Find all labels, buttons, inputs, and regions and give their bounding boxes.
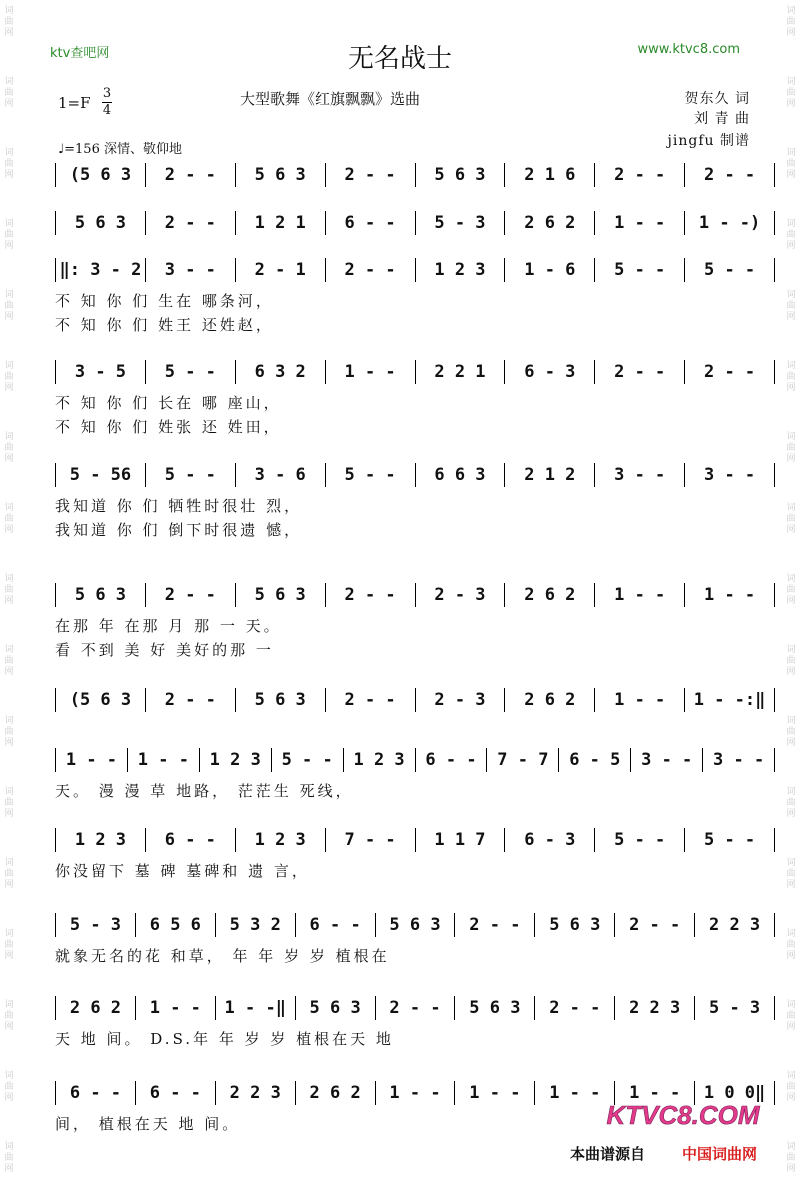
watermark-char: 词 bbox=[786, 858, 796, 868]
lyric-line: 不 知 你 们 姓张 还 姓田， bbox=[55, 417, 282, 436]
watermark-char: 网 bbox=[4, 1093, 14, 1103]
watermark-char: 曲 bbox=[4, 585, 14, 595]
measure: 2 - - bbox=[594, 163, 684, 187]
measure: 2 2 3 bbox=[215, 1081, 295, 1105]
watermark-char: 曲 bbox=[4, 798, 14, 808]
notation-row bbox=[55, 255, 775, 285]
watermark-char: 曲 bbox=[4, 727, 14, 737]
watermark-char: 曲 bbox=[4, 301, 14, 311]
measure: 6 5 6 bbox=[135, 913, 215, 937]
measure: 2 1 6 bbox=[504, 163, 594, 187]
measure: 6 - - bbox=[415, 748, 487, 772]
measure: 5 6 3 bbox=[235, 688, 325, 712]
measure: 1 - - bbox=[135, 996, 215, 1020]
lyric-line: 就象无名的花 和草， 年 年 岁 岁 植根在 bbox=[55, 946, 390, 965]
watermark-char: 曲 bbox=[786, 869, 796, 879]
measure: 6 - - bbox=[325, 211, 415, 235]
measure: 1 2 3 bbox=[199, 748, 271, 772]
measure: 5 6 3 bbox=[375, 913, 455, 937]
watermark-char: 词 bbox=[4, 148, 14, 158]
measure: 1 - - bbox=[614, 1081, 694, 1105]
lyric-line: 我知道 你 们 倒下时很遗 憾， bbox=[55, 520, 303, 539]
measure: 6 - 3 bbox=[504, 360, 594, 384]
measure: 1 2 3 bbox=[415, 258, 505, 282]
measure: 1 - - bbox=[594, 583, 684, 607]
watermark-char: 词 bbox=[786, 361, 796, 371]
watermark-char: 网 bbox=[4, 1022, 14, 1032]
measure: 5 - - bbox=[325, 463, 415, 487]
measure: 2 - - bbox=[325, 163, 415, 187]
time-signature-bottom: 4 bbox=[102, 103, 112, 118]
key-signature: 1=F bbox=[58, 94, 91, 112]
watermark-char: 网 bbox=[786, 667, 796, 677]
site-label-right[interactable]: www.ktvc8.com bbox=[637, 42, 740, 57]
measure: 3 - 6 bbox=[235, 463, 325, 487]
measure: 2 - 3 bbox=[415, 688, 505, 712]
watermark-char: 网 bbox=[786, 170, 796, 180]
watermark-char: 曲 bbox=[786, 585, 796, 595]
measure: 6 - 3 bbox=[504, 828, 594, 852]
lyric-line: 不 知 你 们 姓王 还姓赵， bbox=[55, 315, 274, 334]
watermark-char: 网 bbox=[4, 383, 14, 393]
watermark-char: 词 bbox=[786, 1071, 796, 1081]
measure: 3 - - bbox=[145, 258, 235, 282]
measure: 1 2 3 bbox=[235, 828, 325, 852]
watermark-char: 曲 bbox=[786, 1011, 796, 1021]
watermark-char: 词 bbox=[4, 787, 14, 797]
watermark-char: 词 bbox=[786, 219, 796, 229]
measure: 6 - 5 bbox=[558, 748, 630, 772]
source-site-link[interactable]: 中国词曲网 bbox=[682, 1145, 758, 1163]
measure: 5 - 3 bbox=[415, 211, 505, 235]
watermark-char: 网 bbox=[4, 1164, 14, 1174]
watermark-char: 曲 bbox=[786, 940, 796, 950]
measure: 2 - - bbox=[594, 360, 684, 384]
measure: 5 6 3 bbox=[295, 996, 375, 1020]
measure: 2 - - bbox=[534, 996, 614, 1020]
ktvc8-logo bbox=[595, 1098, 771, 1132]
measure: 2 - - bbox=[145, 688, 235, 712]
measure: 2 2 3 bbox=[614, 996, 694, 1020]
measure: 1 - - bbox=[55, 748, 127, 772]
watermark-char: 曲 bbox=[4, 230, 14, 240]
measure: 7 - - bbox=[325, 828, 415, 852]
measure: 5 6 3 bbox=[55, 583, 145, 607]
measure: 2 6 2 bbox=[504, 688, 594, 712]
watermark-char: 网 bbox=[4, 28, 14, 38]
watermark-char: 曲 bbox=[4, 940, 14, 950]
measure: 6 - - bbox=[135, 1081, 215, 1105]
measure: 3 - - bbox=[630, 748, 702, 772]
right-watermark-strip bbox=[782, 0, 800, 1191]
watermark-char: 词 bbox=[786, 574, 796, 584]
measure: 3 - - bbox=[684, 463, 775, 487]
watermark-char: 词 bbox=[4, 716, 14, 726]
watermark-char: 网 bbox=[786, 880, 796, 890]
notation-row bbox=[55, 208, 775, 238]
watermark-char: 曲 bbox=[786, 1082, 796, 1092]
measure: 5 - - bbox=[271, 748, 343, 772]
watermark-char: 曲 bbox=[786, 1153, 796, 1163]
watermark-char: 词 bbox=[4, 432, 14, 442]
measure: 5 - - bbox=[684, 258, 775, 282]
measure: 6 - - bbox=[295, 913, 375, 937]
watermark-char: 词 bbox=[4, 503, 14, 513]
measure: 5 6 3 bbox=[55, 211, 145, 235]
watermark-char: 曲 bbox=[786, 17, 796, 27]
measure: 1 - - bbox=[594, 211, 684, 235]
measure: 2 - - bbox=[325, 258, 415, 282]
measure: 5 - - bbox=[684, 828, 775, 852]
watermark-char: 词 bbox=[786, 432, 796, 442]
watermark-char: 词 bbox=[786, 1142, 796, 1152]
measure: 3 - - bbox=[594, 463, 684, 487]
measure: 1 2 1 bbox=[235, 211, 325, 235]
measure: 2 - - bbox=[145, 583, 235, 607]
watermark-char: 曲 bbox=[4, 1011, 14, 1021]
measure: (5 6 3 bbox=[55, 688, 145, 712]
measure: 2 - - bbox=[454, 913, 534, 937]
watermark-char: 曲 bbox=[4, 656, 14, 666]
measure: 5 - - bbox=[145, 360, 235, 384]
watermark-char: 网 bbox=[786, 525, 796, 535]
measure: 5 - 3 bbox=[694, 996, 775, 1020]
site-label-left[interactable]: ktv查吧网 bbox=[50, 46, 110, 61]
measure: 1 - - bbox=[684, 583, 775, 607]
watermark-char: 网 bbox=[4, 99, 14, 109]
measure: 5 6 3 bbox=[235, 583, 325, 607]
lyric-line: 你没留下 墓 碑 墓碑和 遗 言， bbox=[55, 861, 310, 880]
measure: 5 - - bbox=[594, 258, 684, 282]
measure: 2 - - bbox=[325, 688, 415, 712]
measure: 1 - 6 bbox=[504, 258, 594, 282]
notation-row bbox=[55, 745, 775, 775]
watermark-char: 网 bbox=[4, 170, 14, 180]
watermark-char: 词 bbox=[786, 929, 796, 939]
watermark-char: 曲 bbox=[4, 443, 14, 453]
measure: (5 6 3 bbox=[55, 163, 145, 187]
watermark-char: 曲 bbox=[786, 88, 796, 98]
watermark-char: 网 bbox=[4, 454, 14, 464]
arranger-credit: jingfu 制谱 bbox=[667, 133, 750, 149]
notation-row bbox=[55, 160, 775, 190]
measure: 5 3 2 bbox=[215, 913, 295, 937]
lyric-line: 看 不到 美 好 美好的那 一 bbox=[55, 640, 274, 659]
watermark-char: 曲 bbox=[4, 1153, 14, 1163]
measure: 6 - - bbox=[55, 1081, 135, 1105]
watermark-char: 网 bbox=[786, 241, 796, 251]
watermark-char: 网 bbox=[4, 525, 14, 535]
lyric-line: 不 知 你 们 长在 哪 座山， bbox=[55, 393, 282, 412]
source-note: 本曲谱源自 bbox=[570, 1145, 646, 1163]
measure: 1 - - bbox=[325, 360, 415, 384]
watermark-char: 词 bbox=[786, 716, 796, 726]
lyric-line: 我知道 你 们 牺牲时很壮 烈， bbox=[55, 496, 303, 515]
watermark-char: 网 bbox=[786, 596, 796, 606]
measure: 1 2 3 bbox=[55, 828, 145, 852]
watermark-char: 词 bbox=[786, 6, 796, 16]
lyric-line: 在那 年 在那 月 那 一 天。 bbox=[55, 616, 282, 635]
notation-row bbox=[55, 993, 775, 1023]
watermark-char: 网 bbox=[786, 99, 796, 109]
watermark-char: 词 bbox=[4, 219, 14, 229]
watermark-char: 词 bbox=[4, 6, 14, 16]
song-title: 无名战士 bbox=[347, 44, 452, 74]
lyricist-credit: 贺东久 词 bbox=[684, 91, 750, 107]
watermark-char: 词 bbox=[4, 290, 14, 300]
watermark-char: 曲 bbox=[4, 88, 14, 98]
measure: 6 - - bbox=[145, 828, 235, 852]
measure: 1 0 0‖ bbox=[694, 1081, 775, 1105]
lyric-line: 天。 漫 漫 草 地路， 茫茫生 死线， bbox=[55, 781, 354, 800]
notation-row bbox=[55, 460, 775, 490]
measure: 5 - 56 bbox=[55, 463, 145, 487]
measure: 2 6 2 bbox=[295, 1081, 375, 1105]
watermark-char: 曲 bbox=[786, 230, 796, 240]
watermark-char: 曲 bbox=[786, 301, 796, 311]
watermark-char: 词 bbox=[786, 1000, 796, 1010]
measure: 2 - - bbox=[325, 583, 415, 607]
measure: 1 - -) bbox=[684, 211, 775, 235]
watermark-char: 词 bbox=[4, 574, 14, 584]
watermark-char: 词 bbox=[4, 858, 14, 868]
watermark-char: 网 bbox=[4, 880, 14, 890]
watermark-char: 词 bbox=[786, 148, 796, 158]
watermark-char: 曲 bbox=[4, 372, 14, 382]
left-watermark-strip bbox=[0, 0, 18, 1191]
watermark-char: 网 bbox=[4, 241, 14, 251]
watermark-char: 网 bbox=[786, 738, 796, 748]
notation-row bbox=[55, 825, 775, 855]
measure: 5 - - bbox=[594, 828, 684, 852]
notation-row bbox=[55, 685, 775, 715]
measure: 2 - 3 bbox=[415, 583, 505, 607]
measure: 1 - -‖ bbox=[215, 996, 295, 1020]
notation-row bbox=[55, 580, 775, 610]
measure: 2 2 3 bbox=[694, 913, 775, 937]
watermark-char: 词 bbox=[786, 645, 796, 655]
watermark-char: 曲 bbox=[4, 159, 14, 169]
measure: 5 - - bbox=[145, 463, 235, 487]
watermark-char: 网 bbox=[786, 1164, 796, 1174]
measure: 1 - - bbox=[375, 1081, 455, 1105]
lyric-line: 间， 植根在天 地 间。 bbox=[55, 1114, 241, 1133]
watermark-char: 曲 bbox=[4, 514, 14, 524]
measure: 1 1 7 bbox=[415, 828, 505, 852]
measure: 2 2 1 bbox=[415, 360, 505, 384]
measure: 2 - - bbox=[684, 360, 775, 384]
watermark-char: 词 bbox=[4, 77, 14, 87]
measure: 1 - - bbox=[534, 1081, 614, 1105]
notation-row bbox=[55, 357, 775, 387]
measure: ‖: 3 - 2 bbox=[55, 258, 145, 282]
measure: 2 - - bbox=[145, 211, 235, 235]
notation-row bbox=[55, 910, 775, 940]
score-page bbox=[30, 0, 770, 1191]
watermark-char: 词 bbox=[4, 1000, 14, 1010]
measure: 2 - - bbox=[614, 913, 694, 937]
watermark-char: 词 bbox=[786, 787, 796, 797]
watermark-char: 词 bbox=[4, 361, 14, 371]
watermark-char: 曲 bbox=[4, 1082, 14, 1092]
watermark-char: 词 bbox=[786, 503, 796, 513]
composer-credit: 刘 青 曲 bbox=[694, 111, 750, 127]
measure: 2 6 2 bbox=[504, 583, 594, 607]
watermark-char: 网 bbox=[4, 596, 14, 606]
measure: 5 - 3 bbox=[55, 913, 135, 937]
watermark-char: 网 bbox=[4, 667, 14, 677]
watermark-char: 网 bbox=[4, 809, 14, 819]
watermark-char: 词 bbox=[4, 645, 14, 655]
watermark-char: 网 bbox=[786, 28, 796, 38]
measure: 5 6 3 bbox=[235, 163, 325, 187]
watermark-char: 词 bbox=[786, 77, 796, 87]
measure: 2 - - bbox=[375, 996, 455, 1020]
watermark-char: 网 bbox=[786, 1022, 796, 1032]
time-signature bbox=[102, 86, 112, 119]
measure: 1 - - bbox=[594, 688, 684, 712]
measure: 3 - 5 bbox=[55, 360, 145, 384]
watermark-char: 曲 bbox=[4, 17, 14, 27]
watermark-char: 曲 bbox=[786, 514, 796, 524]
watermark-char: 词 bbox=[4, 1142, 14, 1152]
measure: 1 - - bbox=[127, 748, 199, 772]
watermark-char: 曲 bbox=[786, 656, 796, 666]
measure: 5 6 3 bbox=[415, 163, 505, 187]
watermark-char: 网 bbox=[786, 454, 796, 464]
watermark-char: 词 bbox=[786, 290, 796, 300]
watermark-char: 网 bbox=[786, 312, 796, 322]
watermark-char: 词 bbox=[4, 929, 14, 939]
watermark-char: 网 bbox=[4, 738, 14, 748]
watermark-char: 网 bbox=[4, 312, 14, 322]
watermark-char: 网 bbox=[786, 383, 796, 393]
time-signature-top: 3 bbox=[102, 86, 112, 101]
measure: 2 6 2 bbox=[55, 996, 135, 1020]
measure: 2 6 2 bbox=[504, 211, 594, 235]
measure: 7 - 7 bbox=[486, 748, 558, 772]
measure: 5 6 3 bbox=[534, 913, 614, 937]
measure: 1 - -:‖ bbox=[684, 688, 775, 712]
measure: 6 6 3 bbox=[415, 463, 505, 487]
lyric-line: 天 地 间。 D.S.年 年 岁 岁 植根在天 地 bbox=[55, 1029, 394, 1048]
song-subtitle: 大型歌舞《红旗飘飘》选曲 bbox=[240, 90, 421, 108]
svg-text:KTVC8.COM: KTVC8.COM bbox=[606, 1100, 760, 1130]
measure: 5 6 3 bbox=[454, 996, 534, 1020]
measure: 6 3 2 bbox=[235, 360, 325, 384]
measure: 2 - 1 bbox=[235, 258, 325, 282]
watermark-char: 网 bbox=[786, 951, 796, 961]
measure: 1 2 3 bbox=[343, 748, 415, 772]
watermark-char: 词 bbox=[4, 1071, 14, 1081]
tempo-marking: ♩=156 深情、敬仰地 bbox=[58, 142, 182, 157]
measure: 3 - - bbox=[702, 748, 775, 772]
lyric-line: 不 知 你 们 生在 哪条河， bbox=[55, 291, 274, 310]
watermark-char: 曲 bbox=[4, 869, 14, 879]
watermark-char: 网 bbox=[4, 951, 14, 961]
watermark-char: 网 bbox=[786, 809, 796, 819]
measure: 2 - - bbox=[145, 163, 235, 187]
watermark-char: 曲 bbox=[786, 443, 796, 453]
watermark-char: 网 bbox=[786, 1093, 796, 1103]
measure: 1 - - bbox=[454, 1081, 534, 1105]
measure: 2 1 2 bbox=[504, 463, 594, 487]
watermark-char: 曲 bbox=[786, 159, 796, 169]
measure: 2 - - bbox=[684, 163, 775, 187]
watermark-char: 曲 bbox=[786, 727, 796, 737]
watermark-char: 曲 bbox=[786, 798, 796, 808]
watermark-char: 曲 bbox=[786, 372, 796, 382]
